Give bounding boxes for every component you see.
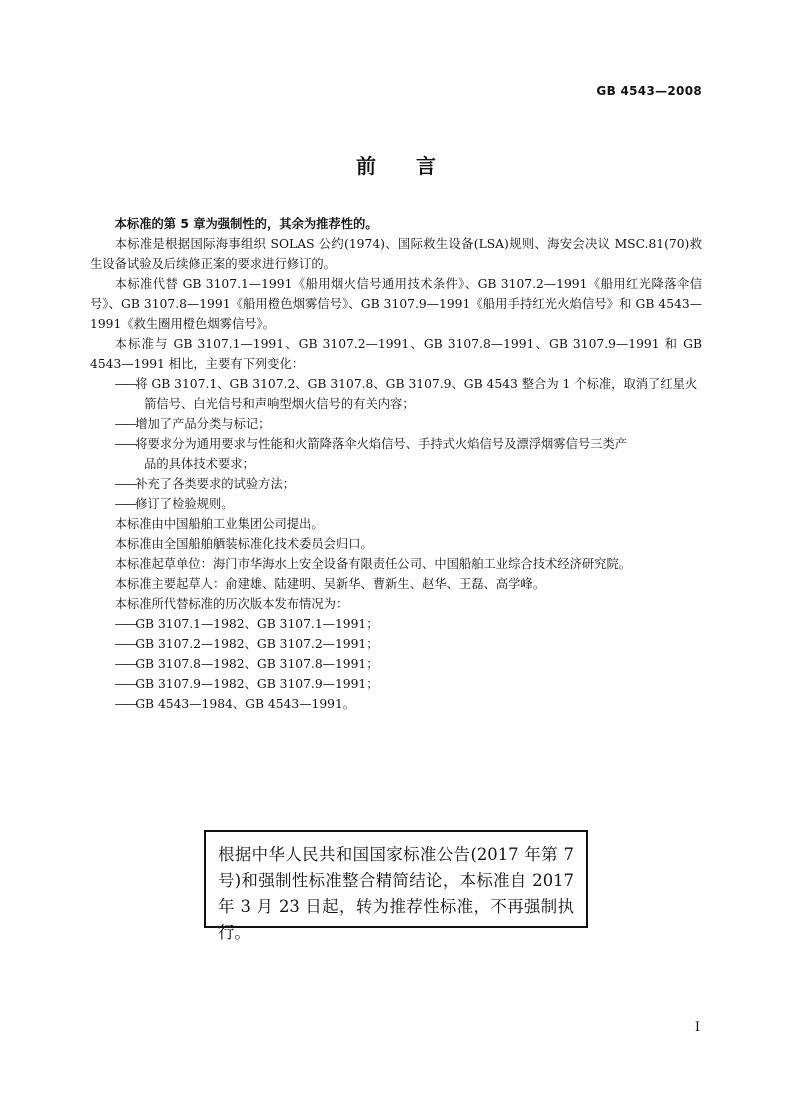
change-item: ——补充了各类要求的试验方法； [114,477,296,491]
paragraph-history-intro: 本标准所代替标准的历次版本发布情况为： [114,597,349,611]
history-item: ——GB 3107.9—1982、GB 3107.9—1991； [114,677,379,691]
history-item: ——GB 3107.1—1982、GB 3107.1—1991； [114,617,379,631]
change-item: ——将 GB 3107.1、GB 3107.2、GB 3107.8、GB 3107.9、GB 4543 整合为 1 个标准，取消了红星火 箭信号、白光信号和声响型烟火信号的有关内容； [114,377,698,411]
paragraph-comparison: 本标准与 GB 3107.1—1991、GB 3107.2—1991、GB 3107.8—1991、GB 3107.9—1991 和 GB 4543—1991 相比，主要有下列变化： [90,337,702,371]
history-item: ——GB 3107.8—1982、GB 3107.8—1991； [114,657,379,671]
page-title: 前 言 [356,154,436,178]
history-item: ——GB 3107.2—1982、GB 3107.2—1991； [114,637,379,651]
standard-code: GB 4543—2008 [596,84,702,98]
change-item: ——增加了产品分类与标记； [114,417,271,431]
status-notice-box: 根据中华人民共和国国家标准公告(2017 年第 7 号)和强制性标准整合精简结论，本标准自 2017 年 3 月 23 日起，转为推荐性标准，不再强制执行。 [204,830,588,928]
change-item: ——修订了检验规则。 [114,497,234,511]
paragraph-replaces: 本标准代替 GB 3107.1—1991《船用烟火信号通用技术条件》、GB 3107.2—1991《船用红光降落伞信号》、GB 3107.8—1991《船用橙色烟雾信号》、GB 3107.9—1991《船用手持红光火焰信号》和 GB 4543—1991《救生圈用橙色烟雾信号》。 [90,277,702,331]
paragraph-drafting-units: 本标准起草单位：海门市华海水上安全设备有限责任公司、中国船舶工业综合技术经济研究院。 [114,557,632,571]
paragraph-basis: 本标准是根据国际海事组织 SOLAS 公约(1974)、国际救生设备(LSA)规则、海安会决议 MSC.81(70)救生设备试验及后续修正案的要求进行修订的。 [90,237,702,271]
paragraph-proposer: 本标准由中国船舶工业集团公司提出。 [114,517,324,531]
paragraph-drafters: 本标准主要起草人：俞建雄、陆建明、吴新华、曹新生、赵华、王磊、高学峰。 [114,577,545,591]
history-item: ——GB 4543—1984、GB 4543—1991。 [114,697,356,711]
page-number: I [694,1020,700,1035]
paragraph-committee: 本标准由全国船舶舾装标准化技术委员会归口。 [114,537,373,551]
change-item: ——将要求分为通用要求与性能和火箭降落伞火焰信号、手持式火焰信号及漂浮烟雾信号三类产 品的具体技术要求； [114,437,628,471]
foreword-body [90,214,702,714]
paragraph-mandatory-note: 本标准的第 5 章为强制性的，其余为推荐性的。 [114,217,378,231]
